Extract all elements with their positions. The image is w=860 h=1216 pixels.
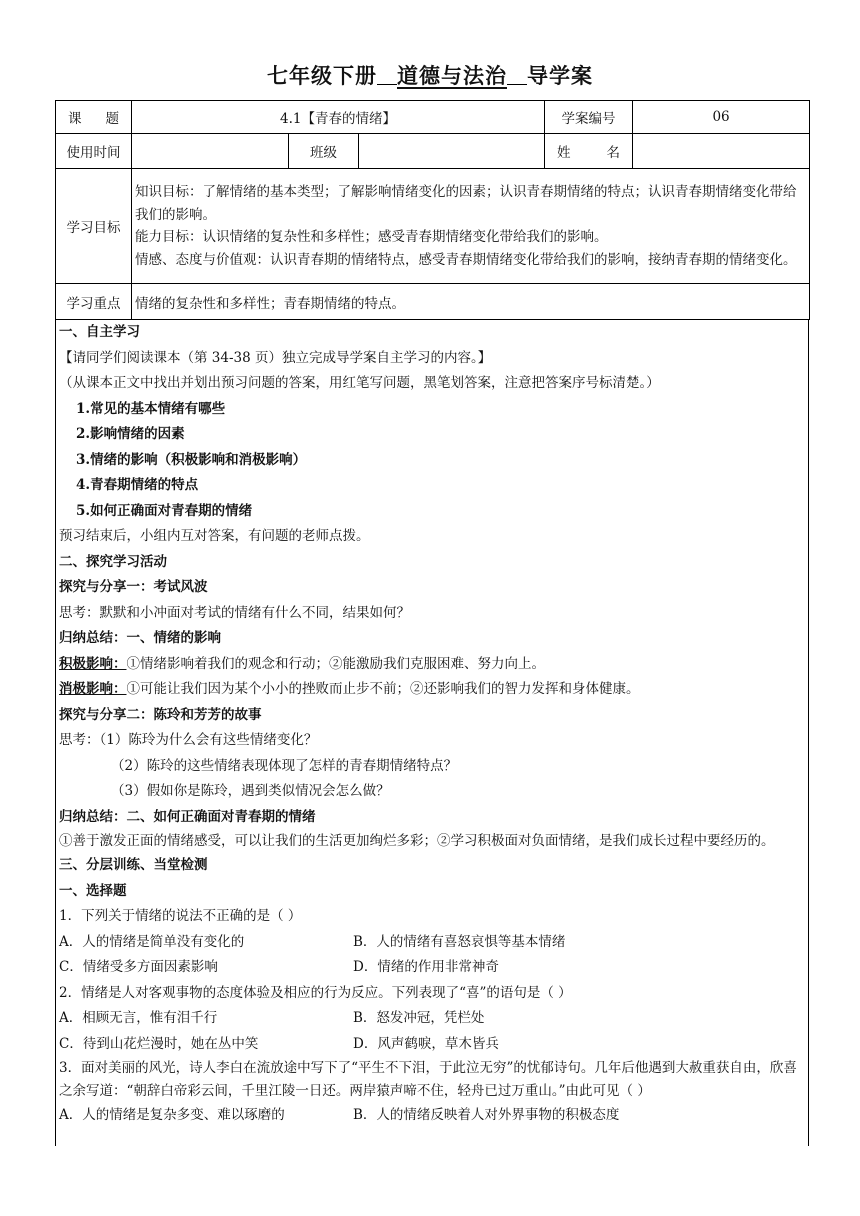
exercise2-options-cd [56, 1032, 808, 1058]
exercise2-option-a: A．相顾无言，惟有泪千行 [59, 1010, 218, 1026]
exercise3-option-a: A．人的情绪是复杂多变、难以琢磨的 [59, 1107, 285, 1123]
exercise1-question: 1．下列关于情绪的说法不正确的是（ ） [59, 908, 302, 924]
share2-title: 探究与分享二：陈玲和芳芳的故事 [59, 706, 262, 723]
time-label: 使用时间 [56, 134, 132, 169]
goal-attitude: 情感、态度与价值观：认识青春期的情绪特点，感受青春期情绪变化带给我们的影响，接纳青春期的情绪变化。 [135, 251, 797, 268]
summary2-text: ①善于激发正面的情绪感受，可以让我们的生活更加绚烂多彩；②学习积极面对负面情绪，是我们成长过程中要经历的。 [59, 833, 775, 849]
summary1-title: 归纳总结：一、情绪的影响 [59, 630, 221, 646]
share2-question2: （2）陈玲的这些情绪表现体现了怎样的青春期情绪特点？ [111, 757, 458, 774]
exercise1-option-a: A．人的情绪是简单没有变化的 [59, 933, 245, 950]
goal-ability: 能力目标：认识情绪的复杂性和多样性；感受青春期情绪变化带给我们的影响。 [135, 229, 608, 245]
topic-value: 4.1【青春的情绪】 [132, 101, 545, 134]
positive-impact [56, 652, 808, 678]
preview-q2: 2.影响情绪的因素 [76, 426, 185, 442]
name-label: 姓 名 [545, 134, 633, 169]
section-practice: 三、分层训练、当堂检测 [59, 857, 208, 873]
exercise2-option-c: C．待到山花烂漫时，她在丛中笑 [59, 1035, 259, 1052]
goal-knowledge: 知识目标：了解情绪的基本类型；了解影响情绪变化的因素；认识青春期情绪的特点；认识青春期情绪变化带给我们的影响。 [135, 184, 797, 223]
positive-label: 积极影响： [59, 655, 127, 672]
exercise2-options-ab [56, 1006, 808, 1032]
preview-q1: 1.常见的基本情绪有哪些 [76, 400, 226, 417]
share2-question3: （3）假如你是陈玲，遇到类似情况会怎么做？ [111, 783, 390, 799]
header-table [55, 100, 810, 320]
title-underline-left [377, 66, 397, 85]
key-label: 学习重点 [56, 284, 132, 320]
self-study-note2: （从课本正文中找出并划出预习问题的答案，用红笔写问题，黑笔划答案，注意把答案序号标清楚。） [59, 375, 660, 391]
choice-heading: 一、选择题 [59, 882, 127, 899]
exercise1-option-d: D．情绪的作用非常神奇 [353, 959, 499, 975]
positive-text: ①情绪影响着我们的观念和行动；②能激励我们克服困难、努力向上。 [126, 655, 545, 672]
class-value[interactable] [359, 134, 545, 169]
preview-q4: 4.青春期情绪的特点 [76, 477, 199, 493]
exercise3-options-ab [56, 1103, 808, 1129]
main-content [55, 320, 809, 1146]
key-value: 情绪的复杂性和多样性；青春期情绪的特点。 [132, 284, 810, 320]
class-label: 班级 [289, 134, 359, 169]
goals-text [132, 169, 810, 284]
exercise3-option-b: B．人的情绪反映着人对外界事物的积极态度 [353, 1107, 620, 1123]
preview-q5: 5.如何正确面对青春期的情绪 [76, 502, 253, 519]
title-doc-type: 导学案 [527, 64, 593, 88]
id-value: 06 [633, 101, 810, 134]
summary2-title: 归纳总结：二、如何正确面对青春期的情绪 [59, 808, 316, 825]
self-study-note1: 【请同学们阅读课本（第 34-38 页）独立完成导学案自主学习的内容。】 [59, 349, 492, 366]
time-value[interactable] [132, 134, 289, 169]
exercise2-question: 2．情绪是人对客观事物的态度体验及相应的行为反应。下列表现了“喜”的语句是（ ） [59, 984, 572, 1001]
negative-label: 消极影响： [59, 681, 127, 697]
topic-label: 课 题 [56, 101, 132, 134]
goals-label: 学习目标 [56, 169, 132, 284]
title-subject: 道德与法治 [397, 64, 507, 88]
share1-title: 探究与分享一：考试风波 [59, 579, 208, 595]
id-label: 学案编号 [545, 101, 633, 134]
share1-question: 思考：默默和小冲面对考试的情绪有什么不同，结果如何？ [59, 604, 410, 621]
exercise1-option-b: B．人的情绪有喜怒哀惧等基本情绪 [353, 933, 566, 950]
exercise3-question: 3．面对美丽的风光，诗人李白在流放途中写下了“平生不下泪，于此泣无穷”的忧郁诗句。几年后他遇到大赦重获自由，欣喜之余写道：“朝辞白帝彩云间，千里江陵一日还。两岸猿声啼不住，轻舟已过万重山。”由此可见（ ） [59, 1060, 797, 1099]
page-title [0, 60, 860, 90]
name-value[interactable] [633, 134, 810, 169]
exercise2-option-d: D．风声鹤唳，草木皆兵 [353, 1035, 499, 1052]
exercise1-option-c: C．情绪受多方面因素影响 [59, 959, 218, 975]
negative-impact [56, 677, 808, 703]
section-explore: 二、探究学习活动 [59, 553, 167, 570]
exercise1-options-cd [56, 955, 808, 981]
title-grade: 七年级下册 [267, 64, 377, 88]
share2-question1: 思考：（1）陈玲为什么会有这些情绪变化？ [59, 732, 318, 748]
title-underline-right [507, 66, 527, 85]
exercise1-options-ab [56, 930, 808, 956]
preview-end: 预习结束后，小组内互对答案，有问题的老师点拨。 [59, 528, 370, 544]
negative-text: ①可能让我们因为某个小小的挫败而止步不前；②还影响我们的智力发挥和身体健康。 [126, 681, 640, 697]
exercise2-option-b: B．怒发冲冠，凭栏处 [353, 1010, 485, 1026]
section-self-study: 一、自主学习 [59, 324, 140, 340]
preview-q3: 3.情绪的影响（积极影响和消极影响） [76, 451, 307, 468]
